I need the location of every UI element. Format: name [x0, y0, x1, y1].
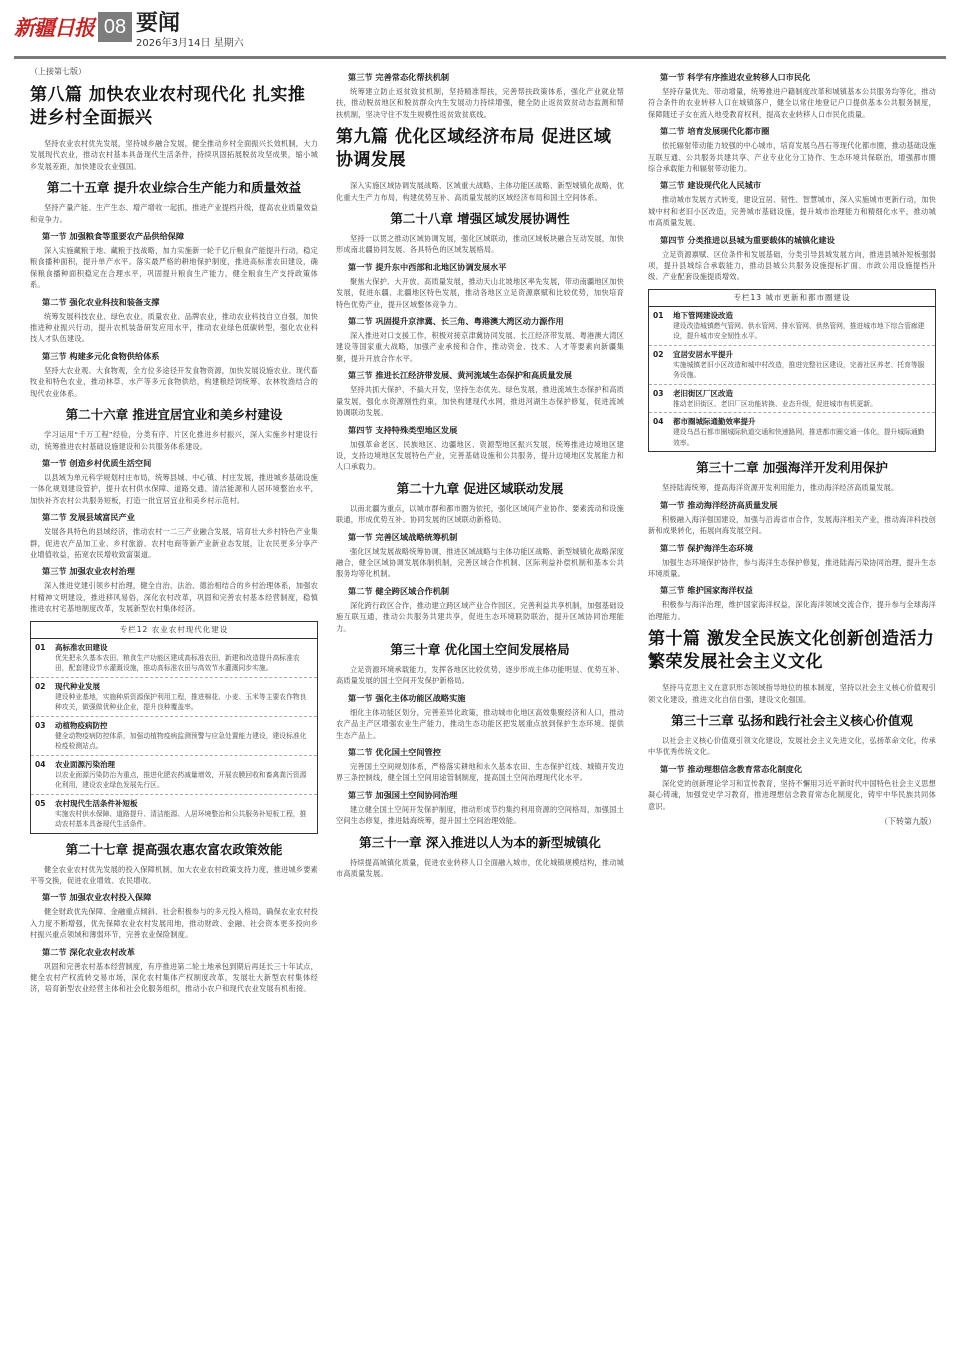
- item-text: 优先把永久基本农田、粮食生产功能区建成高标准农田，新建和改造提升高标准农田，配套建设节水灌溉设施，推动高标准农田与高效节水灌溉同步实施。: [55, 653, 300, 673]
- section-heading: 第一节 科学有序推进农业转移人口市民化: [660, 72, 811, 82]
- paragraph: 推动城市发展方式转变，建设宜居、韧性、智慧城市，深入实施城市更新行动，加快城中村和老旧小区改造，完善城市基础设施，提升城市治理能力和精细化水平，推动城市高质量发展。: [648, 195, 936, 228]
- masthead: [0, 0, 960, 68]
- part-heading: 第八篇 加快农业农村现代化 扎实推进乡村全面振兴: [30, 85, 306, 128]
- paragraph: 深入实施藏粮于地、藏粮于技战略，加力实施新一轮千亿斤粮食产能提升行动，稳定粮食播种面积，提升单产水平。落实最严格的耕地保护制度，推进高标准农田建设，确保粮食播种面积稳定在合理水平，巩固提升粮食生产能力，健全粮食生产支持政策体系。: [30, 246, 318, 290]
- section-heading: 第一节 推动海洋经济高质量发展: [660, 499, 778, 510]
- section-heading: 第二节 保护海洋生态环境: [660, 542, 753, 553]
- feature-box-item: [31, 717, 317, 756]
- paragraph: 积极融入海洋强国建设，加强与沿海省市合作，发展海洋相关产业，推动海洋科技创新和成果转化，拓展向海发展空间。: [648, 514, 936, 536]
- paragraph: 加强革命老区、民族地区、边疆地区、资源型地区振兴发展，统筹推进边境地区建设，支持边境地区发展特色产业，完善基础设施和公共服务，提升边境地区发展能力和人口承载力。: [336, 439, 624, 472]
- feature-box-item: [649, 307, 935, 346]
- paragraph: 坚持农业农村优先发展，坚持城乡融合发展，健全推动乡村全面振兴长效机制，大力发展现代农业，推动农村基本具备现代生活条件，持续巩固拓展脱贫攻坚成果，缩小城乡发展差距，加快建设农业强国。: [30, 139, 318, 171]
- paragraph: 坚持一以贯之推动区域协调发展，强化区域联动，推动区域板块融合互动发展，加快形成南北疆协同发展、各具特色的区域发展格局。: [336, 234, 624, 255]
- paragraph: 学习运用“千万工程”经验，分类有序、片区化推进乡村振兴，深入实施乡村建设行动，统筹推进农村基础设施建设和公共服务体系建设。: [30, 430, 318, 451]
- paragraph: 深化党的创新理论学习和宣传教育，坚持不懈用习近平新时代中国特色社会主义思想凝心铸魂，加强党史学习教育，推进理想信念教育常态化制度化，铸牢中华民族共同体意识。: [648, 778, 936, 811]
- item-text: 以农业面源污染防治为重点，推进化肥农药减量增效，开展农膜回收和畜禽粪污资源化利用，建设农业绿色发展先行区。: [55, 770, 307, 790]
- feature-box-item: [649, 385, 935, 414]
- section-heading: 第四节 分类推进以县城为重要载体的城镇化建设: [660, 234, 835, 245]
- column-left: [30, 66, 318, 1356]
- part-heading: 第十篇 激发全民族文化创新创造活力 繁荣发展社会主义文化: [648, 629, 935, 673]
- section-heading: 第二节 强化农业科技和装备支撑: [42, 296, 160, 307]
- item-title: 现代种业发展: [55, 681, 100, 691]
- paragraph: 立足资源禀赋、区位条件和发展基础，分类引导县城发展方向，推进县城补短板强弱项，提升县城综合承载能力，推动县城公共服务设施提标扩面、市政公用设施提档升级、产业配套设施提质增效。: [648, 249, 936, 282]
- paragraph: 坚持陆海统筹，提高海洋资源开发利用能力，推动海洋经济高质量发展。: [662, 483, 899, 493]
- item-title: 宜居安居水平提升: [673, 349, 733, 359]
- continued-next-note: （下转第九版）: [880, 817, 936, 827]
- paragraph: 坚持马克思主义在意识形态领域指导地位的根本制度，坚持以社会主义核心价值观引领文化建设，推进文化自信自强，建设文化强国。: [648, 683, 936, 704]
- item-title: 农业面源污染治理: [55, 759, 115, 769]
- item-title: 高标准农田建设: [55, 642, 108, 652]
- chapter-heading: 第二十八章 增强区域发展协调性: [390, 211, 570, 227]
- chapter-heading: 第三十二章 加强海洋开发利用保护: [696, 460, 888, 476]
- item-number: 04: [35, 759, 46, 769]
- item-text: 建设乌昌石都市圈城际轨道交通和快速路网，推进都市圈交通一体化，提升城际通勤效率。: [673, 428, 925, 447]
- item-number: 02: [653, 349, 664, 359]
- feature-box-title: 专栏12 农业农村现代化建设: [31, 622, 317, 639]
- section-heading: 第一节 加强农业农村投入保障: [42, 892, 152, 903]
- paragraph: 建立健全国土空间开发保护制度，推动形成节约集约利用资源的空间格局，加强国土空间生态修复，推进陆海统筹，提升国土空间治理效能。: [336, 804, 624, 826]
- item-text: 建设改造城镇燃气管网、供水管网、排水管网、供热管网，推进城市地下综合管廊建设，提升城市安全韧性水平。: [673, 321, 925, 341]
- paragraph: 深入实施区域协调发展战略、区域重大战略、主体功能区战略、新型城镇化战略，优化重大生产力布局，构建优势互补、高质量发展的区域经济布局和国土空间体系。: [336, 181, 624, 202]
- section-heading: 第一节 完善区域战略统筹机制: [348, 531, 458, 542]
- section-heading: 第三节 维护国家海洋权益: [660, 585, 753, 596]
- paragraph: 深化跨行政区合作，推动建立跨区域产业合作园区，完善利益共享机制，加强基础设施互联互通，推动公共服务共建共享，促进生态环境联防联治，提升区域协同治理能力。: [336, 600, 624, 633]
- item-number: 01: [653, 310, 664, 320]
- issue-date: 2026年3月14日 星期六: [136, 38, 244, 49]
- feature-box-item: [31, 795, 317, 833]
- paragraph: 立足资源环境承载能力，发挥各地区比较优势，逐步形成主体功能明显、优势互补、高质量发展的国土空间开发保护新格局。: [336, 664, 624, 686]
- item-number: 03: [653, 388, 664, 398]
- item-text: 健全动物疫病防控体系，加强动植物疫病监测预警与应急处置能力建设，建设标准化检疫检测站点。: [55, 731, 307, 751]
- paragraph: 深入推进党建引领乡村治理，健全自治、法治、德治相结合的乡村治理体系，加强农村精神文明建设，推进移风易俗，深化农村改革，巩固和完善农村基本经营制度，稳慎推进农村宅基地制度改革，发展新型农村集体经济。: [30, 581, 318, 614]
- item-title: 老旧街区厂区改造: [673, 388, 733, 398]
- part-heading: 第九篇 优化区域经济布局 促进区域协调发展: [336, 127, 612, 171]
- chapter-heading: 第二十七章 提高强农惠农富农政策效能: [65, 841, 283, 857]
- paragraph: 以社会主义核心价值观引领文化建设，发展社会主义先进文化，弘扬革命文化，传承中华优秀传统文化。: [648, 736, 936, 757]
- section-heading: 第三节 完善常态化帮扶机制: [348, 72, 450, 82]
- feature-box-item: [31, 678, 317, 717]
- paragraph: 坚持共抓大保护、不搞大开发，坚持生态优先、绿色发展，推进流域生态保护和高质量发展，强化水资源刚性约束，加快构建现代水网，推进河湖生态保护修复，促进流域协调联动发展。: [336, 385, 624, 418]
- paragraph: 健全农业农村优先发展的投入保障机制，加大农业农村政策支持力度，推进城乡要素平等交换，促进农业增效、农民增收。: [30, 864, 318, 885]
- section-heading: 第三节 加强农业农村治理: [42, 566, 135, 577]
- section-heading: 第二节 优化国土空间管控: [348, 747, 441, 757]
- section-heading: 第二节 巩固提升京津冀、长三角、粤港澳大湾区动力源作用: [348, 316, 564, 327]
- item-text: 建设种业基地，实施种质资源保护利用工程，推进棉花、小麦、玉米等主要农作物良种攻关，做强做优种业企业，提升良种覆盖率。: [55, 692, 307, 712]
- chapter-heading: 第二十九章 促进区域联动发展: [396, 480, 564, 496]
- item-number: 03: [35, 720, 46, 730]
- item-number: 05: [35, 798, 46, 808]
- newspaper-logo: 新疆日报: [14, 15, 94, 40]
- section-heading: 第二节 发展县域富民产业: [42, 512, 135, 523]
- paragraph: 以县域为单元科学规划村庄布局，统筹县城、中心镇、村庄发展，推进城乡基础设施一体化规划建设管护，提升农村供水保障、道路交通、清洁能源和人居环境整治水平，加快补齐农村公共服务短板，打造一批宜居宜业和美乡村示范村。: [30, 472, 318, 505]
- feature-box-title: 专栏13 城市更新和都市圈建设: [649, 290, 935, 307]
- paragraph: 坚持产量产能、生产生态、增产增收一起抓，推进产业提档升级，提高农业质量效益和竞争力。: [30, 203, 318, 224]
- item-text: 实施农村供水保障、道路提升、清洁能源、人居环境整治和公共服务补短板工程，推动农村基本具备现代生活条件。: [55, 809, 307, 829]
- section-heading: 第二节 培育发展现代化都市圈: [660, 126, 770, 137]
- item-text: 实施城镇老旧小区改造和城中村改造，推进完整社区建设，完善社区养老、托育等服务设施。: [673, 360, 925, 380]
- chapter-heading: 第二十六章 推进宜居宜业和美乡村建设: [65, 407, 283, 423]
- feature-box: [648, 289, 936, 453]
- item-number: 01: [35, 642, 46, 652]
- paragraph: 细化主体功能区划分，完善差异化政策，推动城市化地区高效集聚经济和人口，推动农产品主产区增强农业生产能力，推动生态功能区把发展重点放到保护生态环境、提供生态产品上。: [336, 707, 624, 740]
- paragraph: 强化区域发展战略统筹协调，推进区域战略与主体功能区战略、新型城镇化战略深度融合，健全区域协调发展体制机制，完善区域合作机制、区际利益补偿机制和基本公共服务均等化机制。: [336, 546, 624, 579]
- chapter-heading: 第三十三章 弘扬和践行社会主义核心价值观: [671, 713, 913, 729]
- chapter-heading: 第三十章 优化国土空间发展格局: [390, 641, 570, 657]
- chapter-heading: 第二十五章 提升农业综合生产能力和质量效益: [46, 180, 302, 196]
- feature-box-item: [31, 639, 317, 678]
- paragraph: 完善国土空间规划体系，严格落实耕地和永久基本农田、生态保护红线、城镇开发边界三条控制线，健全国土空间用途管制制度，提高国土空间治理现代化水平。: [336, 762, 624, 783]
- section-heading: 第三节 构建多元化食物供给体系: [42, 350, 160, 361]
- paragraph: 发展各具特色的县域经济，推动农村一二三产业融合发展，培育壮大乡村特色产业集群，促进农产品加工业、乡村旅游、农村电商等新产业新业态发展，让农民更多分享产业增值收益，拓宽农民增收致富渠道。: [30, 527, 318, 559]
- item-title: 农村现代生活条件补短板: [55, 798, 138, 808]
- column-middle: [336, 66, 624, 1356]
- continued-note: （上接第七版）: [30, 67, 86, 76]
- paragraph: 统筹发展科技农业、绿色农业、质量农业、品牌农业，推动农业科技自立自强，加快推进种业振兴行动，提升农机装备研发应用水平，推动农业绿色低碳转型，强化农业科技人才队伍建设。: [30, 311, 318, 344]
- section-heading: 第三节 建设现代化人民城市: [660, 180, 762, 191]
- feature-box-item: [31, 756, 317, 795]
- item-number: 04: [653, 417, 664, 427]
- paragraph: 巩固和完善农村基本经营制度，有序推进第二轮土地承包到期后再延长三十年试点，健全农村产权流转交易市场，深化农村集体产权制度改革，发展壮大新型农村集体经济，培育新型农业经营主体和社会化服务组织，推动小农户和现代农业发展有机衔接。: [30, 961, 318, 994]
- item-title: 地下管网建设改造: [673, 310, 733, 320]
- paragraph: 健全财政优先保障、金融重点倾斜、社会积极参与的多元投入格局，确保农业农村投入力度不断增强，优先保障农业农村发展用地，推动财政、金融、社会资本更多投向乡村振兴重点领域和薄弱环节，完善农业保险制度。: [30, 907, 318, 940]
- section-heading: 第二节 深化农业农村改革: [42, 946, 135, 957]
- feature-box: [30, 621, 318, 834]
- feature-box-item: [649, 413, 935, 451]
- section-title: 要闻: [136, 10, 181, 36]
- section-heading: 第三节 加强国土空间协同治理: [348, 789, 458, 800]
- paragraph: 聚焦大保护、大开放、高质量发展，推动天山北坡地区率先发展，带动南疆地区加快发展，促进东疆、北疆地区特色发展，推动各地区立足资源禀赋和比较优势，加快培育特色优势产业，提升区域整体竞争力。: [336, 276, 624, 309]
- item-title: 动植物疫病防控: [55, 720, 108, 730]
- paragraph: 以南北疆为重点，以城市群和都市圈为依托，强化区域间产业协作、要素流动和设施联通，形成优势互补、协同发展的区域联动新格局。: [336, 503, 624, 525]
- paragraph: 依托辐射带动能力较强的中心城市，培育发展乌昌石等现代化都市圈，推动基础设施互联互通、公共服务共建共享、产业专业化分工协作、生态环境共保联治，增强都市圈综合承载能力和辐射带动能力。: [648, 141, 936, 174]
- paragraph: 坚持存量优先、带动增量，统筹推进户籍制度改革和城镇基本公共服务均等化，推动符合条件的农业转移人口在城镇落户，健全以常住地登记户口提供基本公共服务制度，保障随迁子女在流入地受教育权利，提高农业转移人口市民化质量。: [648, 87, 936, 119]
- section-heading: 第三节 推进长江经济带发展、黄河流域生态保护和高质量发展: [348, 370, 572, 381]
- feature-box-item: [649, 346, 935, 385]
- item-title: 都市圈城际通勤效率提升: [673, 417, 756, 427]
- section-heading: 第一节 提升东中西部和北地区协调发展水平: [348, 261, 507, 272]
- column-right: [648, 66, 936, 1356]
- section-heading: 第一节 加强粮食等重要农产品供给保障: [42, 231, 185, 242]
- paragraph: 加强生态环境保护协作，参与海洋生态保护修复，推进陆海污染协同治理，提升生态环境质量。: [648, 557, 936, 578]
- header-rule: [14, 56, 946, 59]
- item-number: 02: [35, 681, 46, 691]
- section-heading: 第四节 支持特殊类型地区发展: [348, 424, 458, 435]
- paragraph: 深入推进对口支援工作，积极对接京津冀协同发展、长江经济带发展、粤港澳大湾区建设等国家重大战略，加强产业承接和合作，推动资金、技术、人才等要素向新疆集聚，提升开放合作水平。: [336, 331, 624, 363]
- paragraph: 统筹建立防止返贫致贫机制，坚持精准帮扶，完善帮扶政策体系，强化产业就业帮扶，推动脱贫地区和脱贫群众内生发展动力持续增强，健全防止返贫致贫动态监测和帮扶机制，坚决守住不发生规模性返贫致贫底线。: [336, 87, 624, 119]
- paragraph: 积极参与海洋治理，维护国家海洋权益，深化海洋领域交流合作，提升参与全球海洋治理能力。: [648, 600, 936, 621]
- page-number: 08: [98, 12, 132, 42]
- section-heading: 第二节 健全跨区域合作机制: [348, 585, 450, 596]
- section-heading: 第一节 推动理想信念教育常态化制度化: [660, 763, 803, 774]
- paragraph: 坚持大农业观、大食物观，全方位多途径开发食物资源，加快发展设施农业、现代畜牧业和特色农业，推动林草、水产等多元食物供给，构建粮经饲统筹、农林牧渔结合的现代农业体系。: [30, 365, 318, 398]
- section-heading: 第一节 创造乡村优质生活空间: [42, 457, 152, 468]
- chapter-heading: 第三十一章 深入推进以人为本的新型城镇化: [359, 834, 601, 850]
- item-text: 推动老旧街区、老旧厂区功能转换、业态升级，促进城市有机更新。: [673, 399, 877, 408]
- section-heading: 第一节 强化主体功能区战略实施: [348, 692, 466, 703]
- paragraph: 持续提高城镇化质量，促进农业转移人口全面融入城市，优化城镇规模结构，推动城市高质量发展。: [336, 857, 624, 879]
